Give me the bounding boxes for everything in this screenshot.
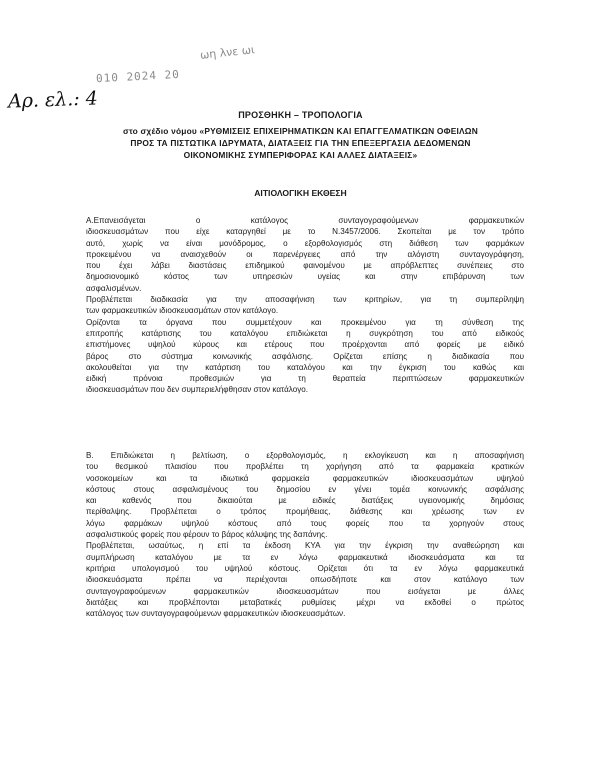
section-a-line: Ορίζονται τα όργανα που συμμετέχουν και προκειμένου για τη σύνθεση της — [86, 317, 524, 327]
section-a-line: αυτό, χωρίς να είναι μονόδρομος, ο εξορθολογισμός στη διάθεση των φαρμάκων — [86, 238, 524, 248]
report-title: ΑΙΤΙΟΛΟΓΙΚΗ ΕΚΘΕΣΗ — [254, 188, 347, 198]
section-a-line: Προβλέπεται διαδικασία για την αποσαφήνιση των κριτηρίων, για τη συμπερίληψη — [86, 295, 524, 305]
section-b-line: λόγω φαρμάκων υψηλού κόστους από τους φορείς που τα χορηγούν στους — [86, 518, 524, 528]
section-b — [86, 450, 524, 619]
section-b-line: ασφαλιστικούς φορείς που φέρουν το βάρος κάλυψης της δαπάνης. — [86, 530, 328, 540]
section-b-line: νοσοκομείων και τα ιδιωτικά φαρμακεία φαρμακευτικών ιδιοσκευασμάτων υψηλού — [86, 473, 524, 483]
section-a-line: ασφαλισμένων. — [86, 283, 142, 293]
section-b-line: ιδιοσκευάσματα πρέπει να περιέχονται οπωσδήποτε και στον κατάλογο των — [86, 575, 524, 585]
stamp-top: ωη λνε ωι — [199, 43, 256, 62]
section-b-line: κριτήρια υπολογισμού του υψηλού κόστους. Ορίζεται ότι τα εν λόγω φαρμακευτικά — [86, 563, 524, 573]
section-a-line: των φαρμακευτικών ιδιοσκευασμάτων στον κατάλογο. — [86, 306, 279, 316]
stamp-number: 010 2024 20 — [95, 67, 181, 86]
section-a-line: επιτροπής κατάρτισης του καταλόγου επιδιώκεται η συγκρότηση του από ειδικούς — [86, 328, 524, 338]
section-b-line: περίθαλψης. Προβλέπεται ο τρόπος προμήθειας, διάθεσης και χρέωσης των εν — [86, 507, 524, 517]
section-a-line: ιδιοσκευασμάτων που είχε καταργηθεί με το Ν.3457/2006. Σκοπείται με τον τρόπο — [86, 227, 524, 237]
section-a-line: επιστήμονες υψηλού κύρους και ετέρους που προέρχονται από φορείς με ειδικό — [86, 340, 524, 350]
section-b-line: διατάξεις και προβλέπονται μεταβατικές ρυθμίσεις μέχρι να εκδοθεί ο πρώτος — [86, 597, 524, 607]
section-b-line: Προβλέπεται, ωσαύτως, η επί τα έκδοση ΚΥΑ για την έγκριση την αναθεώρηση και — [86, 541, 524, 551]
section-b-line: συμπλήρωση καταλόγου με τα εν λόγω φαρμακευτικά ιδιοσκευάσματα και τα — [86, 552, 524, 562]
section-a-line: ειδική πρόνοια προθεσμιών για τη θεραπεία περιπτώσεων φαρμακευτικών — [86, 374, 524, 384]
section-a-line: ιδιοσκευασμάτων που δεν συμπεριελήφθησαν στον κατάλογο. — [86, 385, 308, 395]
handwritten-note: Αρ. ελ.: 4 — [7, 87, 99, 113]
section-a-line: Α.Επανεισάγεται ο κατάλογος συνταγογραφούμενων φαρμακευτικών — [86, 216, 524, 225]
section-a — [86, 215, 524, 396]
section-b-line: κατάλογος των συνταγογραφούμενων φαρμακευτικών ιδιοσκευασμάτων. — [86, 609, 346, 619]
section-b-line: συνταγογραφούμενων φαρμακευτικών ιδιοσκευασμάτων που εισάγεται με άλλες — [86, 586, 524, 596]
document-title: ΠΡΟΣΘΗΚΗ – ΤΡΟΠΟΛΟΓΙΑ — [238, 110, 363, 120]
subtitle-line-3: ΟΙΚΟΝΟΜΙΚΗΣ ΣΥΜΠΕΡΙΦΟΡΑΣ ΚΑΙ ΑΛΛΕΣ ΔΙΑΤΑΞΕΙΣ» — [183, 150, 418, 160]
section-a-line: βάρος στο σύστημα κοινωνικής ασφάλισης. Ορίζεται επίσης η διαδικασία που — [86, 351, 524, 361]
section-b-line: και καθενός που δικαιούται με ειδικές διατάξεις υγειονομικής δημόσιας — [86, 496, 524, 506]
section-a-line: που έχει λάβει διαστάσεις επιδημικού φαινομένου με απρόβλεπτες συνέπειες στο — [86, 261, 524, 271]
section-b-line: του θεσμικού πλαισίου που προβλέπει τη χορήγηση από τα φαρμακεία κρατικών — [86, 462, 524, 472]
section-a-line: ακολουθείται για την κατάρτιση του καταλόγου και την έγκριση του καθώς και — [86, 362, 524, 372]
section-a-line: προκειμένου να αναισχεθούν οι παρενέργειες από την αλόγιστη συνταγογράφηση, — [86, 249, 524, 259]
section-b-line: κόστους στους ασφαλισμένους του δημοσίου εν γένει τομέα κοινωνικής ασφάλισης — [86, 484, 524, 494]
section-b-line: Β. Επιδιώκεται η βελτίωση, ο εξορθολογισμός, η εκλογίκευση και η αποσαφήνιση — [86, 451, 524, 460]
subtitle-line-2: ΠΡΟΣ ΤΑ ΠΙΣΤΩΤΙΚΑ ΙΔΡΥΜΑΤΑ, ΔΙΑΤΑΞΕΙΣ ΓΙΑ ΤΗΝ ΕΠΕΞΕΡΓΑΣΙΑ ΔΕΔΟΜΕΝΩΝ — [130, 138, 471, 148]
section-a-line: δημοσιονομικό κόστος των υπηρεσιών υγείας και στην επιβάρυνση των — [86, 272, 524, 282]
subtitle-line-1: στο σχέδιο νόμου «ΡΥΘΜΙΣΕΙΣ ΕΠΙΧΕΙΡΗΜΑΤΙΚΩΝ ΚΑΙ ΕΠΑΓΓΕΛΜΑΤΙΚΩΝ ΟΦΕΙΛΩΝ — [123, 126, 478, 136]
